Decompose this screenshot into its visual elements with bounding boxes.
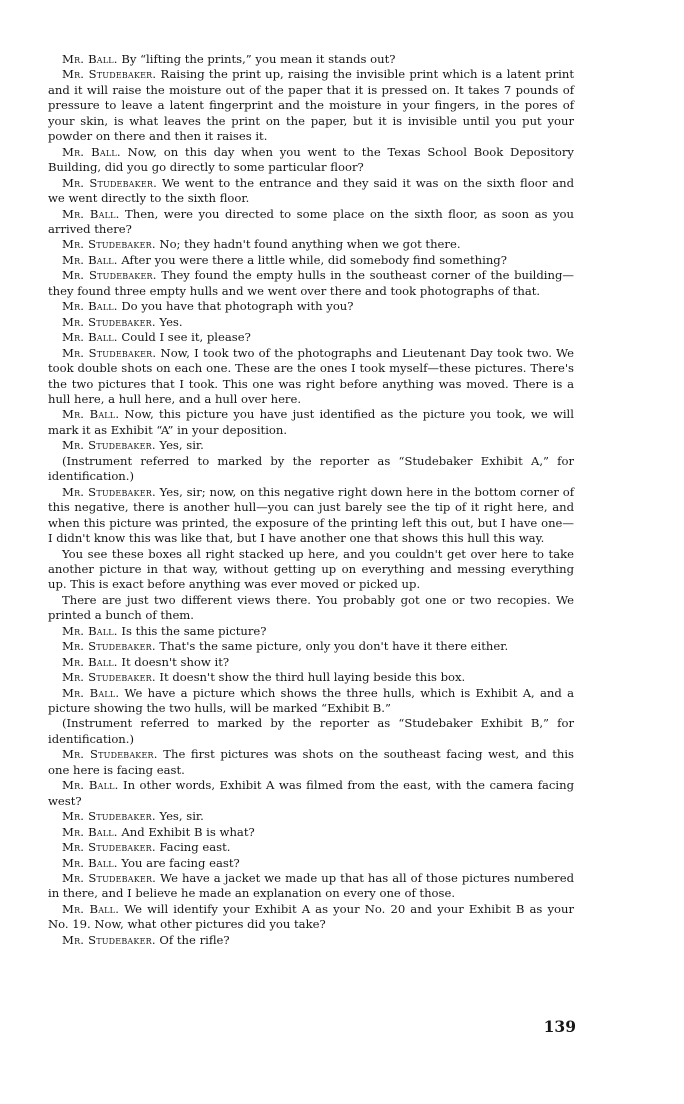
testimony-paragraph bbox=[48, 856, 574, 871]
testimony-paragraph bbox=[48, 747, 574, 778]
speaker-label: Mr. Studebaker. bbox=[62, 809, 156, 824]
testimony-paragraph bbox=[48, 655, 574, 670]
testimony-paragraph bbox=[48, 330, 574, 345]
speech-text: (Instrument referred to marked by the reporter as “Studebaker Exhibit B,” for identification.) bbox=[48, 716, 574, 746]
speech-text: Yes, sir. bbox=[159, 438, 204, 453]
speech-text: We will identify your Exhibit A as your No. 20 and your Exhibit B as your No. 19. Now, what other pictures did you take? bbox=[48, 901, 574, 932]
speech-text: Of the rifle? bbox=[159, 932, 230, 947]
speaker-label: Mr. Ball. bbox=[62, 252, 118, 267]
speaker-label: Mr. Studebaker. bbox=[62, 67, 157, 82]
speech-text: And Exhibit B is what? bbox=[121, 824, 255, 839]
speaker-label: Mr. Ball. bbox=[62, 901, 120, 916]
speech-text: You are facing east? bbox=[121, 855, 240, 870]
testimony-paragraph bbox=[48, 639, 574, 654]
speech-text: We went to the entrance and they said it was on the sixth floor and we went directly to the sixth floor. bbox=[48, 175, 575, 206]
speech-text: No; they hadn't found anything when we got there. bbox=[159, 237, 461, 252]
speech-text: Then, were you directed to some place on the sixth floor, as soon as you arrived there? bbox=[48, 206, 575, 236]
testimony-paragraph bbox=[48, 268, 574, 299]
speaker-label: Mr. Studebaker. bbox=[62, 345, 157, 360]
testimony-paragraph bbox=[48, 902, 574, 933]
testimony-paragraph bbox=[48, 825, 574, 840]
transcript-body bbox=[48, 52, 574, 948]
testimony-paragraph bbox=[48, 407, 574, 438]
speaker-label: Mr. Ball. bbox=[62, 144, 121, 159]
speaker-label: Mr. Studebaker. bbox=[62, 639, 156, 654]
speaker-label: Mr. Ball. bbox=[62, 685, 120, 700]
testimony-paragraph bbox=[48, 67, 574, 144]
speaker-label: Mr. Studebaker. bbox=[62, 670, 156, 685]
speaker-label: Mr. Ball. bbox=[62, 206, 120, 221]
speaker-label: Mr. Studebaker. bbox=[62, 314, 156, 329]
testimony-paragraph bbox=[48, 145, 574, 176]
testimony-paragraph bbox=[48, 485, 574, 547]
speaker-label: Mr. Studebaker. bbox=[62, 840, 156, 855]
speech-text: You see these boxes all right stacked up here, and you couldn't get over here to take another picture in that way, without getting up on everything and messing everything up. This is exact before anything was ever moved or picked up. bbox=[48, 546, 574, 592]
speaker-label: Mr. Ball. bbox=[62, 52, 118, 66]
testimony-paragraph bbox=[48, 670, 574, 685]
reporter-note bbox=[48, 454, 574, 485]
testimony-paragraph bbox=[48, 237, 574, 252]
speech-text: Now, on this day when you went to the Texas School Book Depository Building, did you go directly to some particular floor? bbox=[48, 144, 574, 175]
speech-text: In other words, Exhibit A was filmed from the east, with the camera facing west? bbox=[48, 778, 574, 808]
testimony-paragraph bbox=[48, 52, 574, 67]
speech-text: The first pictures was shots on the southeast facing west, and this one here is facing east. bbox=[48, 747, 574, 777]
speaker-label: Mr. Ball. bbox=[62, 824, 118, 839]
testimony-continuation bbox=[48, 593, 574, 624]
speaker-label: Mr. Studebaker. bbox=[62, 747, 158, 762]
speaker-label: Mr. Ball. bbox=[62, 299, 118, 314]
speaker-label: Mr. Ball. bbox=[62, 778, 119, 793]
speaker-label: Mr. Studebaker. bbox=[62, 932, 156, 947]
speech-text: It doesn't show it? bbox=[121, 654, 230, 669]
speech-text: That's the same picture, only you don't have it there either. bbox=[159, 639, 509, 654]
testimony-paragraph bbox=[48, 686, 574, 717]
speaker-label: Mr. Studebaker. bbox=[62, 237, 156, 252]
speaker-label: Mr. Ball. bbox=[62, 407, 120, 422]
testimony-paragraph bbox=[48, 253, 574, 268]
speech-text: We have a picture which shows the three hulls, which is Exhibit A, and a picture showing the two hulls, will be marked “Exhibit B.” bbox=[48, 685, 574, 716]
testimony-paragraph bbox=[48, 809, 574, 824]
speaker-label: Mr. Ball. bbox=[62, 654, 118, 669]
speech-text: Raising the print up, raising the invisible print which is a latent print and it will raise the moisture out of the paper that it is pressed on. It takes 7 pounds of pressure to leave a latent fingerprint and the moisture in your fingers, in the pores of your skin, is what leaves the print on the paper, but it is invisible until you put your powder on there and then it raises it. bbox=[48, 67, 574, 144]
testimony-paragraph bbox=[48, 207, 574, 238]
speech-text: We have a jacket we made up that has all of those pictures numbered in there, and I believe he made an explanation on every one of those. bbox=[48, 871, 574, 901]
testimony-paragraph bbox=[48, 315, 574, 330]
speech-text: Is this the same picture? bbox=[121, 623, 267, 638]
speech-text: After you were there a little while, did somebody find something? bbox=[121, 252, 507, 267]
speech-text: Yes, sir; now, on this negative right down here in the bottom corner of this negative, there is another hull—you can just barely see the tip of it right here, and when this picture was printed, the exposure of the printing left this out, but I have one—I didn't know this was like that, but I have another one that shows this hull this way. bbox=[48, 484, 574, 546]
speech-text: Yes. bbox=[159, 314, 183, 329]
testimony-paragraph bbox=[48, 778, 574, 809]
speaker-label: Mr. Ball. bbox=[62, 855, 118, 870]
speech-text: Do you have that photograph with you? bbox=[121, 299, 354, 314]
testimony-continuation bbox=[48, 547, 574, 593]
speech-text: It doesn't show the third hull laying beside this box. bbox=[159, 670, 466, 685]
speaker-label: Mr. Studebaker. bbox=[62, 175, 157, 190]
testimony-paragraph bbox=[48, 438, 574, 453]
speech-text: Now, I took two of the photographs and Lieutenant Day took two. We took double shots on each one. These are the ones I took myself—these pictures. There's the two pictures that I took. This one was right before anything was moved. There is a hull here, a hull here, and a hull over here. bbox=[48, 345, 574, 406]
testimony-paragraph bbox=[48, 871, 574, 902]
speaker-label: Mr. Ball. bbox=[62, 330, 118, 345]
speech-text: Now, this picture you have just identified as the picture you took, we will mark it as Exhibit “A” in your deposition. bbox=[48, 407, 574, 437]
speaker-label: Mr. Studebaker. bbox=[62, 484, 156, 499]
speech-text: They found the empty hulls in the southeast corner of the building—they found three empty hulls and we went over there and took photographs of that. bbox=[48, 268, 574, 298]
testimony-paragraph bbox=[48, 624, 574, 639]
speech-text: (Instrument referred to marked by the reporter as “Studebaker Exhibit A,” for identification.) bbox=[48, 453, 574, 484]
speaker-label: Mr. Ball. bbox=[62, 623, 118, 638]
speech-text: Yes, sir. bbox=[159, 809, 204, 824]
page-number: 139 bbox=[543, 1017, 576, 1036]
speaker-label: Mr. Studebaker. bbox=[62, 871, 157, 886]
speech-text: There are just two different views there. You probably got one or two recopies. We printed a bunch of them. bbox=[48, 592, 574, 623]
reporter-note bbox=[48, 716, 574, 747]
testimony-paragraph bbox=[48, 346, 574, 408]
speech-text: Could I see it, please? bbox=[121, 330, 251, 345]
testimony-paragraph bbox=[48, 299, 574, 314]
speech-text: Facing east. bbox=[159, 840, 231, 855]
testimony-paragraph bbox=[48, 840, 574, 855]
testimony-paragraph bbox=[48, 176, 574, 207]
speech-text: By “lifting the prints,” you mean it stands out? bbox=[121, 52, 396, 66]
speaker-label: Mr. Studebaker. bbox=[62, 268, 157, 283]
testimony-paragraph bbox=[48, 933, 574, 948]
speaker-label: Mr. Studebaker. bbox=[62, 438, 156, 453]
